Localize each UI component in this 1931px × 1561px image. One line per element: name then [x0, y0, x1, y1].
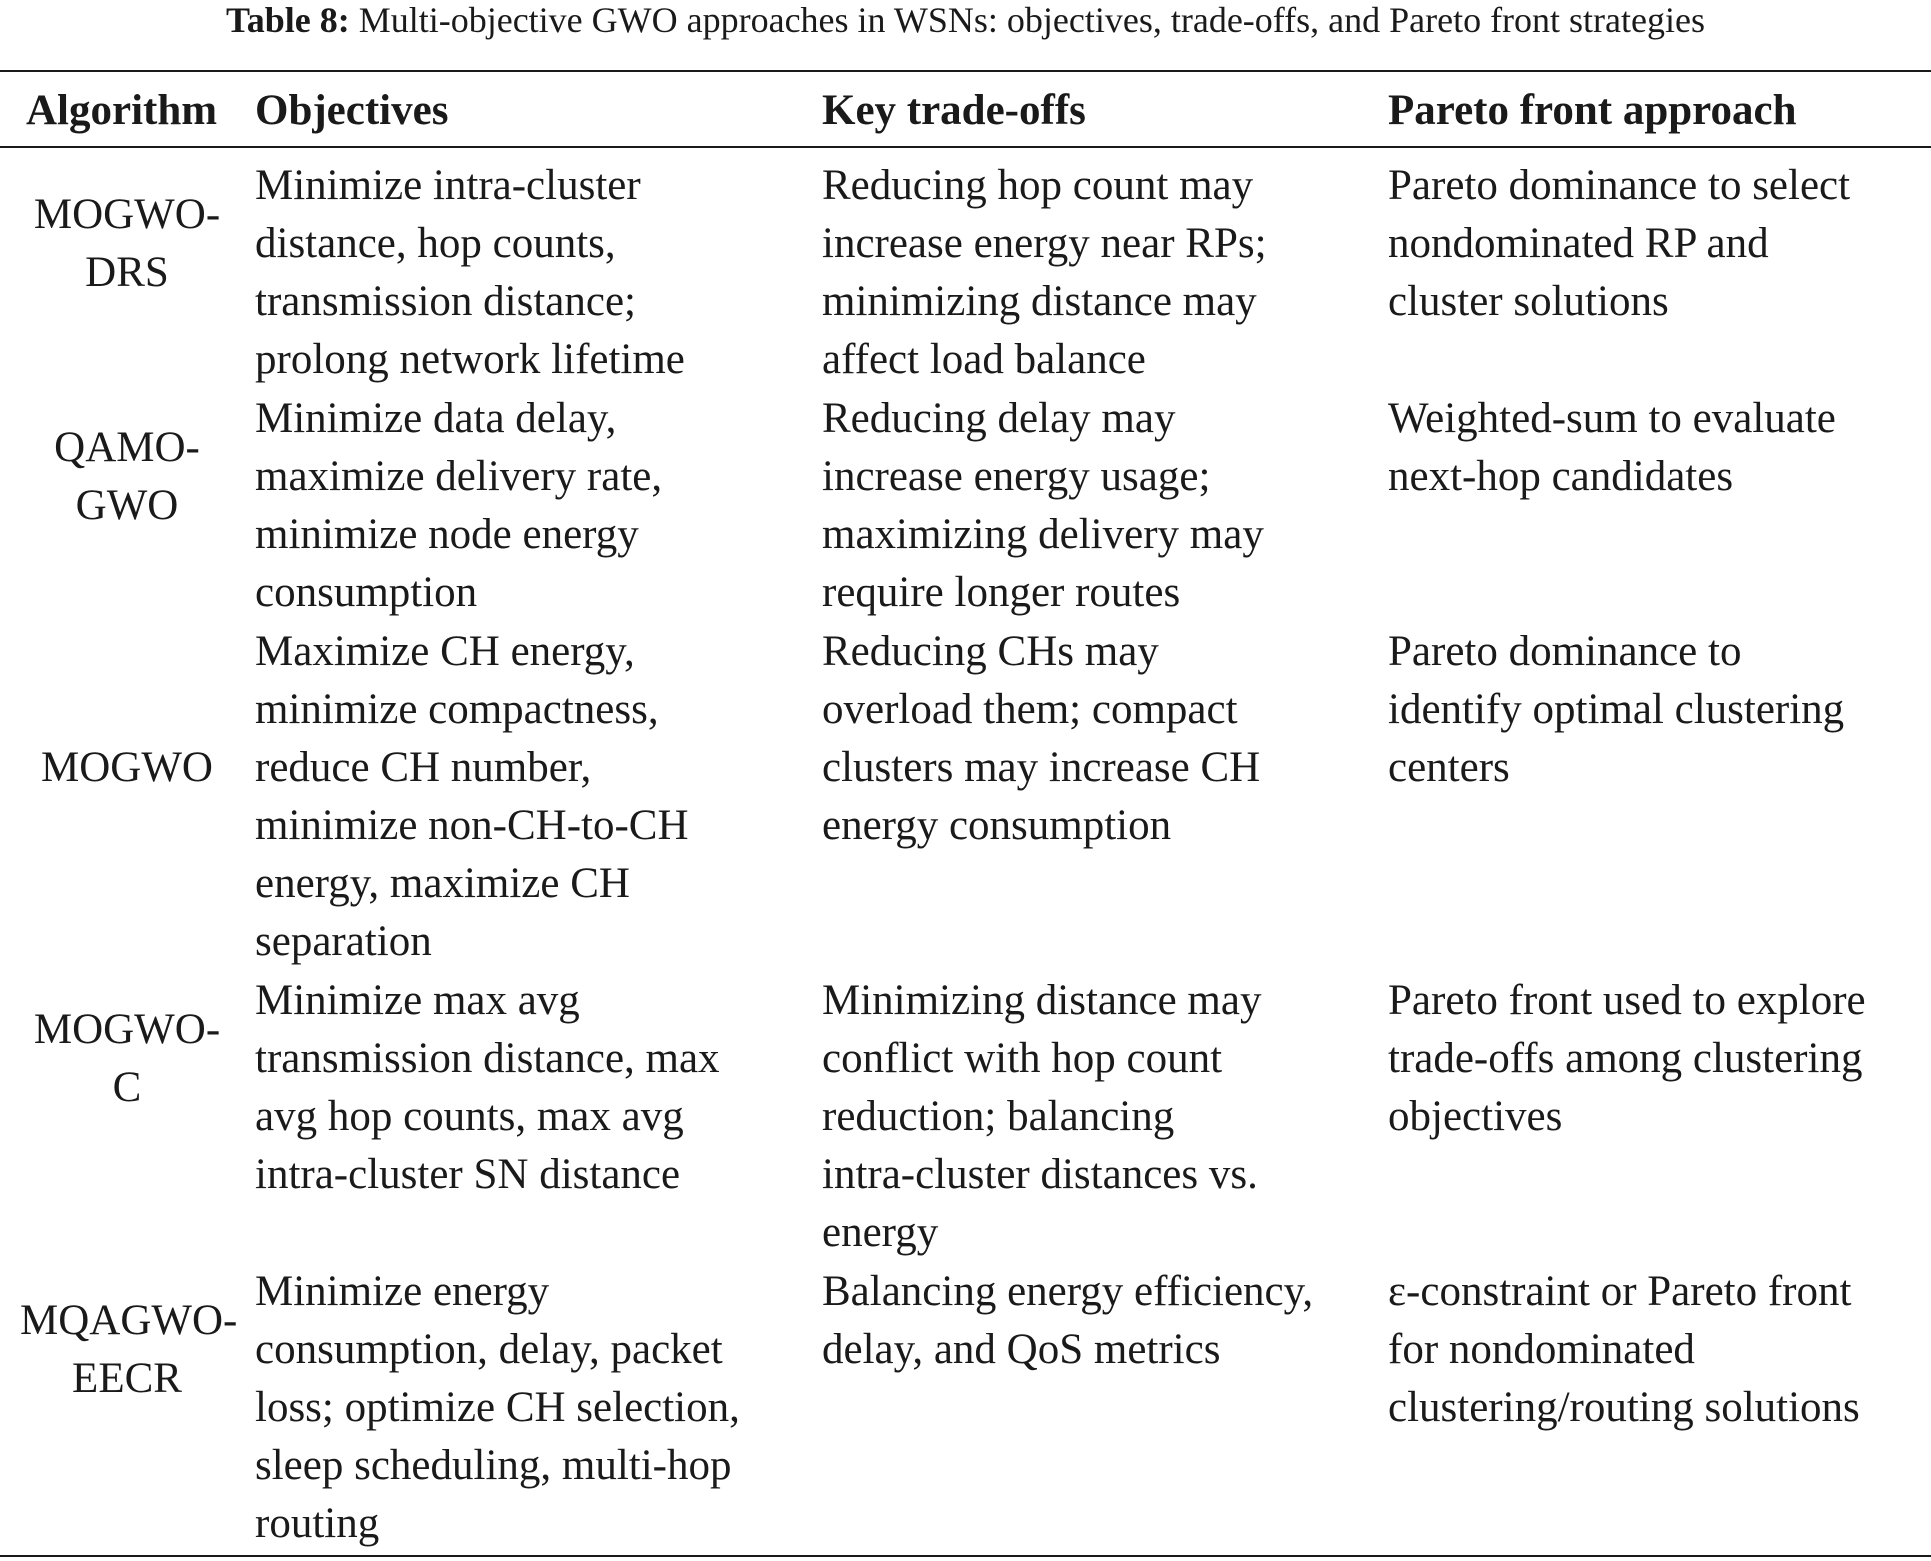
cell-line: consumption, delay, packet — [255, 1326, 723, 1373]
cell-objectives — [255, 390, 795, 622]
cell-line: consumption — [255, 569, 478, 616]
cell-line: energy — [822, 1209, 939, 1256]
table-top-rule — [0, 70, 1931, 72]
cell-algorithm — [20, 419, 234, 535]
cell-line: Minimize intra-cluster — [255, 162, 641, 209]
cell-line: routing — [255, 1500, 380, 1547]
cell-line: transmission distance; — [255, 278, 636, 325]
cell-line: maximizing delivery may — [822, 511, 1264, 558]
cell-line: reduce CH number, — [255, 744, 592, 791]
cell-pareto — [1388, 623, 1928, 797]
caption-label: Table 8: — [226, 0, 350, 40]
cell-line: Maximize CH energy, — [255, 628, 635, 675]
header-objectives: Objectives — [255, 87, 449, 134]
cell-line: maximize delivery rate, — [255, 453, 663, 500]
cell-line: next-hop candidates — [1388, 453, 1734, 500]
cell-line: Minimize energy — [255, 1268, 550, 1315]
cell-line: distance, hop counts, — [255, 220, 616, 267]
cell-line: transmission distance, max — [255, 1035, 720, 1082]
cell-line: affect load balance — [822, 336, 1146, 383]
cell-algorithm — [20, 1292, 238, 1408]
cell-line: MOGWO- — [33, 1006, 221, 1053]
cell-line: Weighted-sum to evaluate — [1388, 395, 1836, 442]
cell-pareto — [1388, 157, 1928, 331]
cell-tradeoffs — [822, 972, 1362, 1262]
cell-objectives — [255, 1263, 795, 1553]
table-bottom-rule — [0, 1555, 1931, 1557]
cell-line: minimize non-CH-to-CH — [255, 802, 689, 849]
cell-line: separation — [255, 918, 432, 965]
cell-line: sleep scheduling, multi-hop — [255, 1442, 732, 1489]
cell-line: C — [112, 1064, 142, 1111]
cell-line: Minimize max avg — [255, 977, 580, 1024]
table-header-rule — [0, 146, 1931, 148]
table-caption — [0, 0, 1931, 40]
cell-line: conflict with hop count — [822, 1035, 1223, 1082]
cell-line: reduction; balancing — [822, 1093, 1175, 1140]
cell-line: EECR — [72, 1355, 182, 1402]
cell-tradeoffs — [822, 623, 1362, 855]
cell-line: minimize node energy — [255, 511, 639, 558]
cell-pareto — [1388, 972, 1928, 1146]
cell-line: Pareto dominance to select — [1388, 162, 1851, 209]
header-algorithm: Algorithm — [26, 87, 218, 134]
cell-objectives — [255, 972, 795, 1204]
cell-line: Minimizing distance may — [822, 977, 1262, 1024]
cell-objectives — [255, 623, 795, 971]
cell-line: energy consumption — [822, 802, 1172, 849]
cell-line: Balancing energy efficiency, — [822, 1268, 1314, 1315]
header-pareto: Pareto front approach — [1388, 87, 1797, 134]
cell-line: QAMO- — [54, 424, 200, 471]
cell-line: cluster solutions — [1388, 278, 1669, 325]
cell-line: minimizing distance may — [822, 278, 1257, 325]
cell-line: MQAGWO- — [20, 1297, 238, 1344]
cell-line: ε-constraint or Pareto front — [1388, 1268, 1852, 1315]
cell-algorithm — [20, 1001, 234, 1117]
cell-line: Reducing delay may — [822, 395, 1176, 442]
cell-line: identify optimal clustering — [1388, 686, 1845, 733]
cell-line: for nondominated — [1388, 1326, 1695, 1373]
cell-line: overload them; compact — [822, 686, 1238, 733]
cell-line: delay, and QoS metrics — [822, 1326, 1221, 1373]
cell-line: require longer routes — [822, 569, 1181, 616]
cell-line: centers — [1388, 744, 1510, 791]
cell-line: increase energy usage; — [822, 453, 1211, 500]
cell-line: intra-cluster SN distance — [255, 1151, 681, 1198]
cell-line: GWO — [75, 482, 179, 529]
caption-text: Multi-objective GWO approaches in WSNs: objectives, trade-offs, and Pareto front strategies — [349, 0, 1705, 40]
cell-line: nondominated RP and — [1388, 220, 1769, 267]
cell-line: avg hop counts, max avg — [255, 1093, 684, 1140]
cell-line: increase energy near RPs; — [822, 220, 1267, 267]
cell-line: Reducing hop count may — [822, 162, 1254, 209]
cell-line: objectives — [1388, 1093, 1563, 1140]
cell-line: MOGWO — [41, 744, 213, 791]
cell-line: clustering/routing solutions — [1388, 1384, 1860, 1431]
cell-line: intra-cluster distances vs. — [822, 1151, 1258, 1198]
cell-line: Minimize data delay, — [255, 395, 617, 442]
header-tradeoffs: Key trade-offs — [822, 87, 1086, 134]
cell-pareto — [1388, 1263, 1928, 1437]
cell-line: Reducing CHs may — [822, 628, 1159, 675]
cell-line: Pareto front used to explore — [1388, 977, 1866, 1024]
cell-line: MOGWO- — [33, 191, 221, 238]
cell-algorithm — [20, 739, 234, 797]
cell-line: minimize compactness, — [255, 686, 659, 733]
cell-line: trade-offs among clustering — [1388, 1035, 1863, 1082]
cell-tradeoffs — [822, 157, 1362, 389]
cell-line: DRS — [85, 249, 169, 296]
cell-line: prolong network lifetime — [255, 336, 685, 383]
cell-objectives — [255, 157, 795, 389]
cell-pareto — [1388, 390, 1928, 506]
cell-tradeoffs — [822, 1263, 1362, 1379]
cell-line: loss; optimize CH selection, — [255, 1384, 740, 1431]
table-header — [0, 86, 1931, 136]
cell-algorithm — [20, 186, 234, 302]
cell-line: energy, maximize CH — [255, 860, 630, 907]
cell-line: clusters may increase CH — [822, 744, 1261, 791]
cell-tradeoffs — [822, 390, 1362, 622]
cell-line: Pareto dominance to — [1388, 628, 1742, 675]
